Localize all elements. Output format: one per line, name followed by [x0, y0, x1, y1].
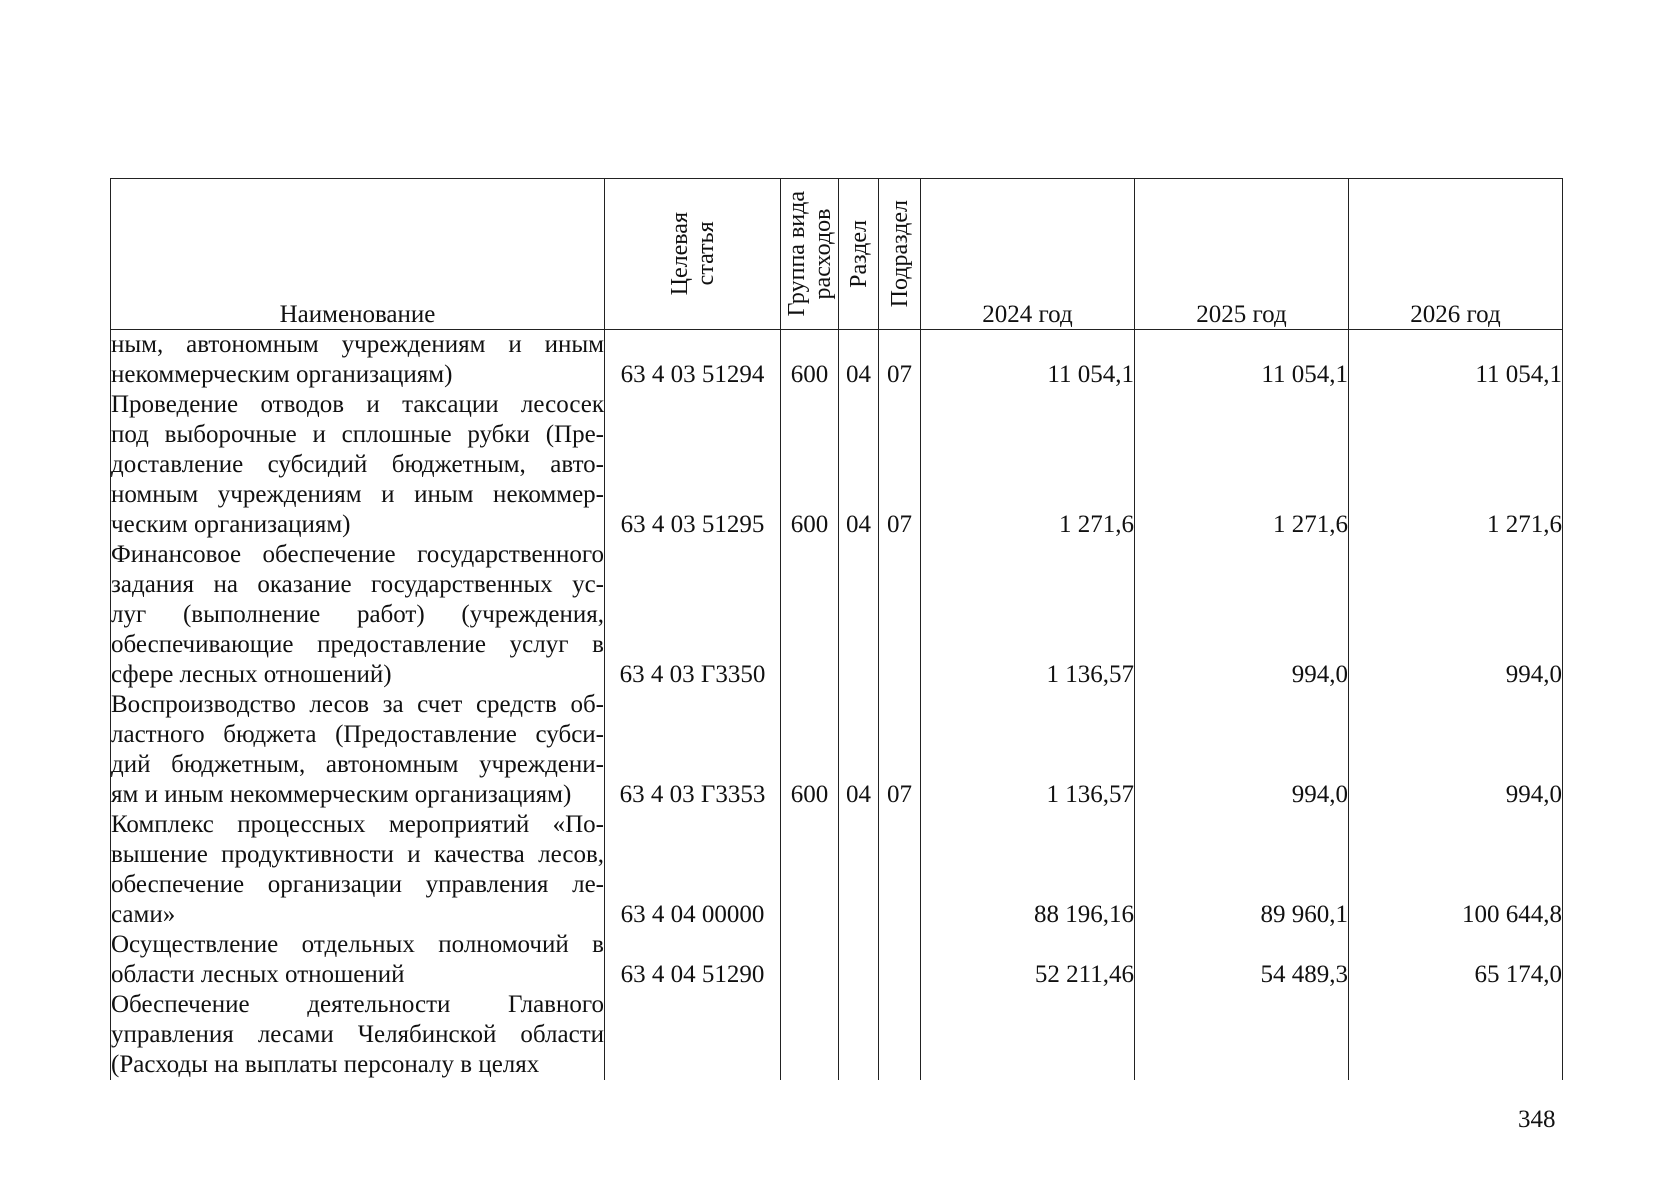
row-value-2026: 994,0: [1349, 540, 1563, 690]
row-name-line: области лесных отношений: [111, 961, 405, 988]
row-name: [111, 330, 605, 391]
row-target-code: 63 4 03 51295: [605, 390, 781, 540]
row-value-2024: 1 136,57: [921, 540, 1135, 690]
row-target-code: 63 4 03 Г3353: [605, 690, 781, 810]
row-subsection: [879, 990, 921, 1080]
row-value-2025: 54 489,3: [1135, 930, 1349, 990]
row-value-2026: 1 271,6: [1349, 390, 1563, 540]
row-value-2024: 1 136,57: [921, 690, 1135, 810]
table-row: [111, 330, 1563, 391]
row-section: [839, 810, 879, 930]
row-value-2025: 1 271,6: [1135, 390, 1349, 540]
table-row: [111, 540, 1563, 690]
row-expense-group: 600: [781, 390, 839, 540]
table-body: [111, 330, 1563, 1081]
row-name-line: ям и иным некоммерческим организациям): [111, 781, 572, 808]
table-row: [111, 990, 1563, 1080]
row-value-2026: 11 054,1: [1349, 330, 1563, 391]
row-target-code: [605, 990, 781, 1080]
row-name-line: доставление субсидий бюджетным, авто-: [111, 451, 604, 478]
row-section: 04: [839, 330, 879, 391]
row-name-line: обеспечивающие предоставление услуг в: [111, 631, 604, 658]
header-2025: 2025 год: [1135, 179, 1349, 330]
row-subsection: 07: [879, 690, 921, 810]
row-expense-group: [781, 930, 839, 990]
table-row: [111, 810, 1563, 930]
row-name-line: управления лесами Челябинской области: [111, 1021, 604, 1048]
row-target-code: 63 4 03 Г3350: [605, 540, 781, 690]
row-name-line: сфере лесных отношений): [111, 661, 392, 688]
row-name-line: сами»: [111, 901, 176, 928]
row-value-2024: 88 196,16: [921, 810, 1135, 930]
header-subsection: Подраздел: [879, 179, 921, 330]
page-number: 348: [1518, 1106, 1556, 1133]
table-row: [111, 390, 1563, 540]
row-name-line: Обеспечение деятельности Главного: [111, 991, 604, 1018]
row-value-2024: [921, 990, 1135, 1080]
row-target-code: 63 4 04 00000: [605, 810, 781, 930]
header-target: Целевая статья: [605, 179, 781, 330]
row-name-line: Осуществление отдельных полномочий в: [111, 931, 604, 958]
row-name-line: задания на оказание государственных ус-: [111, 571, 604, 598]
row-value-2025: 11 054,1: [1135, 330, 1349, 391]
row-name: [111, 990, 605, 1080]
row-section: 04: [839, 690, 879, 810]
row-expense-group: [781, 540, 839, 690]
row-subsection: 07: [879, 390, 921, 540]
row-subsection: [879, 930, 921, 990]
row-name-line: луг (выполнение работ) (учреждения,: [111, 601, 604, 628]
row-subsection: [879, 540, 921, 690]
header-section: Раздел: [839, 179, 879, 330]
row-name-line: некоммерческим организациям): [111, 361, 453, 388]
row-name-line: (Расходы на выплаты персоналу в целях: [111, 1051, 540, 1078]
row-expense-group: 600: [781, 330, 839, 391]
row-value-2026: [1349, 990, 1563, 1080]
row-name-line: ным, автономным учреждениям и иным: [111, 331, 604, 358]
header-2026: 2026 год: [1349, 179, 1563, 330]
row-value-2024: 11 054,1: [921, 330, 1135, 391]
row-value-2026: 65 174,0: [1349, 930, 1563, 990]
row-value-2025: 89 960,1: [1135, 810, 1349, 930]
row-value-2025: 994,0: [1135, 540, 1349, 690]
header-name: Наименование: [111, 179, 605, 330]
row-value-2025: [1135, 990, 1349, 1080]
row-name-line: ластного бюджета (Предоставление субси-: [111, 721, 604, 748]
row-value-2026: 994,0: [1349, 690, 1563, 810]
header-group: Группа вида расходов: [781, 179, 839, 330]
row-name-line: Воспроизводство лесов за счет средств об-: [111, 691, 604, 718]
row-section: 04: [839, 390, 879, 540]
row-value-2024: 52 211,46: [921, 930, 1135, 990]
row-subsection: [879, 810, 921, 930]
table-row: [111, 690, 1563, 810]
row-name-line: ческим организациям): [111, 511, 351, 538]
row-section: [839, 990, 879, 1080]
budget-table: [110, 178, 1563, 1080]
row-name: [111, 690, 605, 810]
row-value-2024: 1 271,6: [921, 390, 1135, 540]
row-name-line: вышение продуктивности и качества лесов,: [111, 841, 604, 868]
row-name: [111, 540, 605, 690]
row-name: [111, 810, 605, 930]
header-2024: 2024 год: [921, 179, 1135, 330]
row-expense-group: 600: [781, 690, 839, 810]
row-target-code: 63 4 04 51290: [605, 930, 781, 990]
row-name-line: номным учреждениям и иным некоммер-: [111, 481, 604, 508]
row-name-line: Финансовое обеспечение государственного: [111, 541, 604, 568]
row-expense-group: [781, 810, 839, 930]
row-target-code: 63 4 03 51294: [605, 330, 781, 391]
row-name-line: дий бюджетным, автономным учреждени-: [111, 751, 604, 778]
row-name: [111, 390, 605, 540]
row-name-line: Комплекс процессных мероприятий «По-: [111, 811, 604, 838]
row-section: [839, 540, 879, 690]
row-name: [111, 930, 605, 990]
table-header-row: [111, 179, 1563, 330]
row-value-2025: 994,0: [1135, 690, 1349, 810]
row-subsection: 07: [879, 330, 921, 391]
row-name-line: под выборочные и сплошные рубки (Пре-: [111, 421, 604, 448]
row-expense-group: [781, 990, 839, 1080]
row-section: [839, 930, 879, 990]
row-name-line: обеспечение организации управления ле-: [111, 871, 604, 898]
row-value-2026: 100 644,8: [1349, 810, 1563, 930]
table-row: [111, 930, 1563, 990]
row-name-line: Проведение отводов и таксации лесосек: [111, 391, 604, 418]
